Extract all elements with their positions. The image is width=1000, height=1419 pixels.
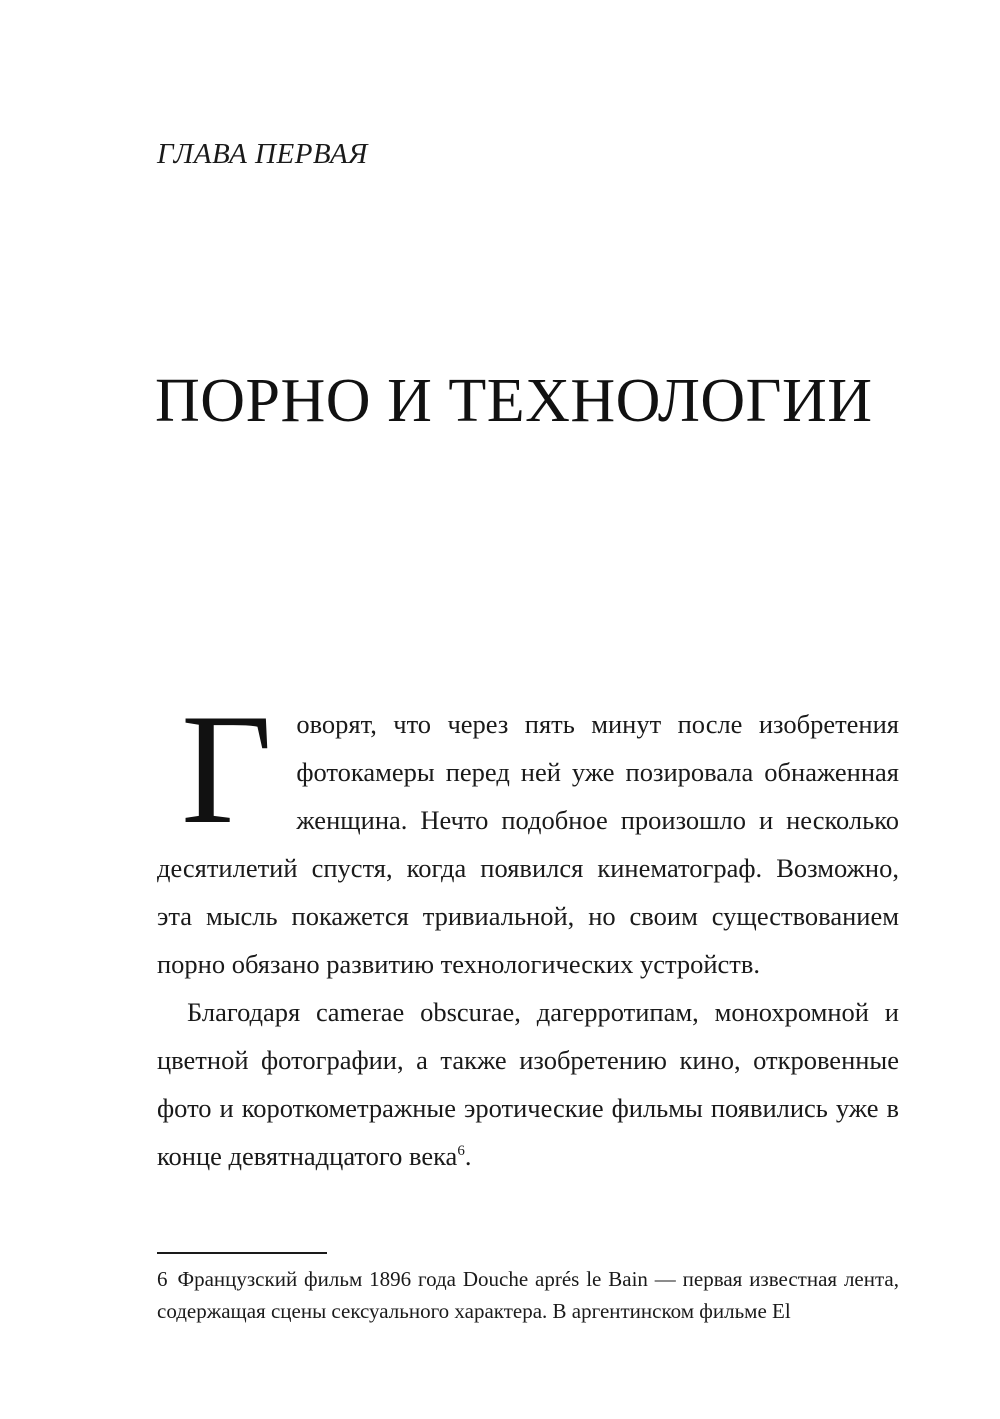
paragraph-2-text: Благодаря camerae obscurae, дагерротипам, монохромной и цветной фотографии, а также изобретению кино, откровенные фото и короткометражные эротические фильмы появились уже в конце девятнадцатого века: [157, 997, 899, 1171]
chapter-title: ПОРНО И ТЕХНОЛОГИИ: [155, 367, 873, 435]
drop-cap: Г: [181, 682, 273, 857]
footnote-divider: [157, 1252, 327, 1254]
paragraph-1: [157, 682, 899, 988]
footnote: [157, 1263, 899, 1327]
chapter-label: ГЛАВА ПЕРВАЯ: [157, 138, 368, 170]
footnote-text: Французский фильм 1896 года Douche aprés le Bain — первая известная лента, содержащая сцены сексуального характера. В аргентинском фильме El: [157, 1267, 899, 1323]
paragraph-2-end: .: [464, 1141, 472, 1171]
paragraph-2: [157, 988, 899, 1180]
footnote-number: 6: [157, 1267, 168, 1291]
footnote-reference[interactable]: 6: [457, 1143, 465, 1160]
paragraph-1-text: оворят, что через пять минут после изобретения фотокамеры перед ней уже позировала обнаженная женщина. Нечто подобное произошло и несколько десятилетий спустя, когда появился кинематограф. Возможно, эта мысль покажется тривиальной, но своим существованием порно обязано развитию технологических устройств.: [157, 709, 899, 979]
body-text: [157, 682, 899, 1180]
